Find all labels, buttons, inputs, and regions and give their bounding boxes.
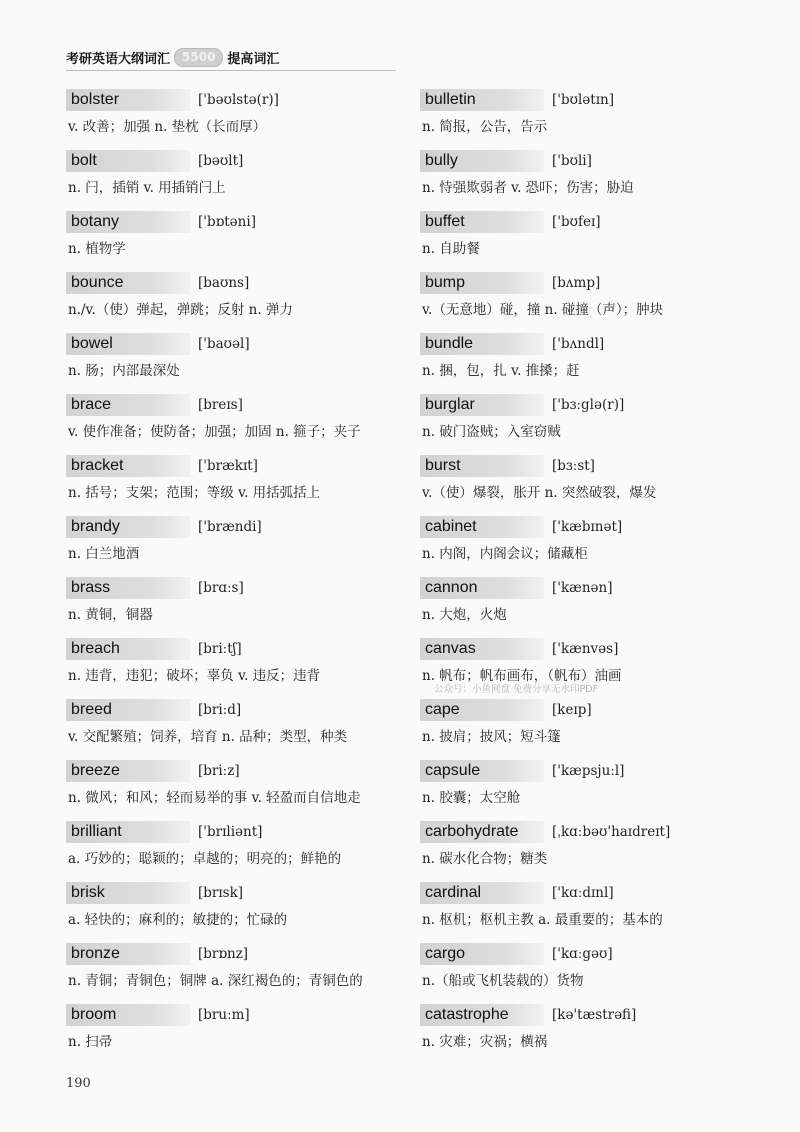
vocab-word: botany xyxy=(71,213,120,230)
vocab-phonetic: ['kænən] xyxy=(552,580,613,596)
vocab-definition: n. 植物学 xyxy=(68,241,126,257)
vocab-phonetic: ['kæbɪnət] xyxy=(552,519,623,535)
vocab-phonetic: ['baʊəl] xyxy=(198,336,250,352)
vocab-phonetic: ['kɑːgəʊ] xyxy=(552,946,613,962)
vocab-definition: n. 扫帚 xyxy=(68,1034,113,1050)
vocab-word: breed xyxy=(71,701,112,718)
vocab-word: bulletin xyxy=(425,91,476,108)
vocab-phonetic: [breɪs] xyxy=(198,397,243,413)
vocab-entry xyxy=(420,332,770,393)
vocab-entry xyxy=(66,210,416,271)
vocab-definition: n. 枢机；枢机主教 a. 最重要的；基本的 xyxy=(422,912,663,928)
vocab-entry xyxy=(66,271,416,332)
vocab-phonetic: ['bɜːglə(r)] xyxy=(552,397,625,413)
vocab-definition: n. 破门盗贼；入室窃贼 xyxy=(422,424,561,440)
header-title-suffix: 提高词汇 xyxy=(227,52,280,67)
header-badge: 5500 xyxy=(174,48,223,67)
vocab-word: burglar xyxy=(425,396,475,413)
vocab-word: broom xyxy=(71,1006,117,1023)
vocab-word: bracket xyxy=(71,457,124,474)
vocab-word: canvas xyxy=(425,640,476,657)
vocab-entry xyxy=(66,332,416,393)
vocab-definition: n./v.（使）弹起，弹跳；反射 n. 弹力 xyxy=(68,302,293,318)
vocab-word: bully xyxy=(425,152,458,169)
vocab-definition: n. 黄铜，铜器 xyxy=(68,607,153,623)
vocab-phonetic: ['kæpsjuːl] xyxy=(552,763,625,779)
vocab-phonetic: ['bʊfeɪ] xyxy=(552,214,601,230)
vocab-definition: a. 巧妙的；聪颖的；卓越的；明亮的；鲜艳的 xyxy=(68,851,342,867)
vocab-definition: n. 捆，包，扎 v. 推搡；赶 xyxy=(422,363,580,379)
vocab-phonetic: ['brændi] xyxy=(198,519,262,535)
vocab-word: cardinal xyxy=(425,884,482,901)
vocab-entry xyxy=(420,881,770,942)
vocab-entry xyxy=(66,454,416,515)
vocab-phonetic: [brɒnz] xyxy=(198,946,249,962)
vocab-phonetic: ['kænvəs] xyxy=(552,641,619,657)
vocab-definition: n. 简报，公告，告示 xyxy=(422,119,548,135)
vocab-entry xyxy=(66,576,416,637)
vocab-definition: n. 灾难；灾祸；横祸 xyxy=(422,1034,548,1050)
vocab-entry xyxy=(420,271,770,332)
vocab-definition: n. 自助餐 xyxy=(422,241,480,257)
vocab-word: carbohydrate xyxy=(425,823,519,840)
vocab-word: bolster xyxy=(71,91,120,108)
vocab-phonetic: [bruːm] xyxy=(198,1007,250,1023)
vocab-word: bump xyxy=(425,274,466,291)
right-column xyxy=(420,88,770,1064)
vocab-phonetic: ['bəʊlstə(r)] xyxy=(198,92,279,108)
vocab-word: brisk xyxy=(71,884,105,901)
header-divider xyxy=(66,70,396,71)
vocab-entry xyxy=(66,515,416,576)
vocab-entry xyxy=(420,1003,770,1064)
vocab-definition: n. 大炮，火炮 xyxy=(422,607,507,623)
vocab-entry xyxy=(420,393,770,454)
vocab-word: breeze xyxy=(71,762,120,779)
vocab-word: bronze xyxy=(71,945,120,962)
vocab-phonetic: ['kɑːdɪnl] xyxy=(552,885,614,901)
vocab-word: bounce xyxy=(71,274,124,291)
vocab-entry xyxy=(420,759,770,820)
vocab-word: brass xyxy=(71,579,111,596)
page-number: 190 xyxy=(66,1076,91,1091)
vocab-phonetic: [ˌkɑːbəʊ'haɪdreɪt] xyxy=(552,824,671,840)
vocab-entry xyxy=(420,698,770,759)
vocab-word: capsule xyxy=(425,762,481,779)
vocab-entry xyxy=(66,393,416,454)
left-column xyxy=(66,88,416,1064)
vocab-entry xyxy=(66,149,416,210)
vocab-definition: n. 碳水化合物；糖类 xyxy=(422,851,548,867)
vocab-entry xyxy=(420,576,770,637)
vocab-word: buffet xyxy=(425,213,465,230)
vocab-phonetic: [briːtʃ] xyxy=(198,641,242,657)
vocab-word: brilliant xyxy=(71,823,122,840)
vocab-entry xyxy=(66,1003,416,1064)
vocab-phonetic: [bɜːst] xyxy=(552,458,595,474)
vocab-definition: n. 白兰地酒 xyxy=(68,546,140,562)
vocab-definition: n. 帆布；帆布画布，（帆布）油画 xyxy=(422,668,622,684)
vocab-definition: n. 胶囊；太空舱 xyxy=(422,790,521,806)
page-header xyxy=(66,48,279,67)
vocab-entry xyxy=(420,515,770,576)
vocab-definition: v. 改善；加强 n. 垫枕（长而厚） xyxy=(68,119,267,135)
vocab-phonetic: [bʌmp] xyxy=(552,275,601,291)
vocab-definition: n. 恃强欺弱者 v. 恐吓；伤害；胁迫 xyxy=(422,180,634,196)
vocab-entry xyxy=(420,454,770,515)
vocab-entry xyxy=(420,942,770,1003)
vocab-word: catastrophe xyxy=(425,1006,509,1023)
vocab-phonetic: ['bɒtəni] xyxy=(198,214,256,230)
vocab-phonetic: ['brækɪt] xyxy=(198,458,258,474)
vocab-word: breach xyxy=(71,640,120,657)
vocab-definition: n. 闩，插销 v. 用插销闩上 xyxy=(68,180,226,196)
vocab-word: bundle xyxy=(425,335,474,352)
vocab-definition: n. 青铜；青铜色；铜牌 a. 深红褐色的；青铜色的 xyxy=(68,973,363,989)
vocab-word: bowel xyxy=(71,335,113,352)
vocab-entry xyxy=(66,881,416,942)
header-title-prefix: 考研英语大纲词汇 xyxy=(66,52,171,67)
vocab-entry xyxy=(66,88,416,149)
vocab-entry xyxy=(66,637,416,698)
vocab-definition: n. 括号；支架；范围；等级 v. 用括弧括上 xyxy=(68,485,321,501)
vocab-definition: v.（无意地）碰，撞 n. 碰撞（声）；肿块 xyxy=(422,302,664,318)
vocab-word: bolt xyxy=(71,152,97,169)
vocab-phonetic: [kə'tæstrəfi] xyxy=(552,1007,637,1023)
vocab-phonetic: ['brɪliənt] xyxy=(198,824,263,840)
vocab-entry xyxy=(66,942,416,1003)
vocab-word: brandy xyxy=(71,518,120,535)
vocab-definition: n. 内阁，内阁会议；储藏柜 xyxy=(422,546,588,562)
vocab-word: cannon xyxy=(425,579,478,596)
vocab-phonetic: [briːz] xyxy=(198,763,240,779)
vocab-word: cargo xyxy=(425,945,466,962)
vocab-phonetic: [keɪp] xyxy=(552,702,592,718)
vocab-phonetic: ['bʊlətɪn] xyxy=(552,92,615,108)
vocab-phonetic: [brɑːs] xyxy=(198,580,244,596)
vocab-definition: v. 使作准备；使防备；加强；加固 n. 箍子；夹子 xyxy=(68,424,361,440)
vocab-definition: n.（船或飞机装载的）货物 xyxy=(422,973,584,989)
vocab-word: cape xyxy=(425,701,460,718)
vocab-phonetic: [bəʊlt] xyxy=(198,153,244,169)
watermark-text: 公众号：小鱼网盘 免费分享无水印PDF xyxy=(434,684,599,695)
vocab-definition: n. 微风；和风；轻而易举的事 v. 轻盈而自信地走 xyxy=(68,790,361,806)
vocab-phonetic: [brɪsk] xyxy=(198,885,244,901)
vocab-entry xyxy=(420,820,770,881)
vocab-phonetic: [baʊns] xyxy=(198,275,250,291)
vocab-definition: n. 违背，违犯；破坏；辜负 v. 违反；违背 xyxy=(68,668,321,684)
vocab-phonetic: ['bʌndl] xyxy=(552,336,605,352)
vocab-definition: a. 轻快的；麻利的；敏捷的；忙碌的 xyxy=(68,912,288,928)
vocab-entry xyxy=(420,88,770,149)
vocab-entry xyxy=(420,210,770,271)
vocab-entry xyxy=(66,820,416,881)
vocab-definition: v. 交配繁殖；饲养，培育 n. 品种；类型，种类 xyxy=(68,729,348,745)
vocab-entry xyxy=(66,698,416,759)
vocab-definition: n. 肠；内部最深处 xyxy=(68,363,180,379)
vocab-phonetic: ['bʊli] xyxy=(552,153,592,169)
vocab-entry xyxy=(420,149,770,210)
vocab-phonetic: [briːd] xyxy=(198,702,242,718)
vocab-word: brace xyxy=(71,396,112,413)
vocab-definition: v.（使）爆裂，胀开 n. 突然破裂，爆发 xyxy=(422,485,657,501)
vocab-entry xyxy=(66,759,416,820)
vocab-word: cabinet xyxy=(425,518,477,535)
vocab-definition: n. 披肩；披风；短斗篷 xyxy=(422,729,561,745)
vocab-word: burst xyxy=(425,457,461,474)
